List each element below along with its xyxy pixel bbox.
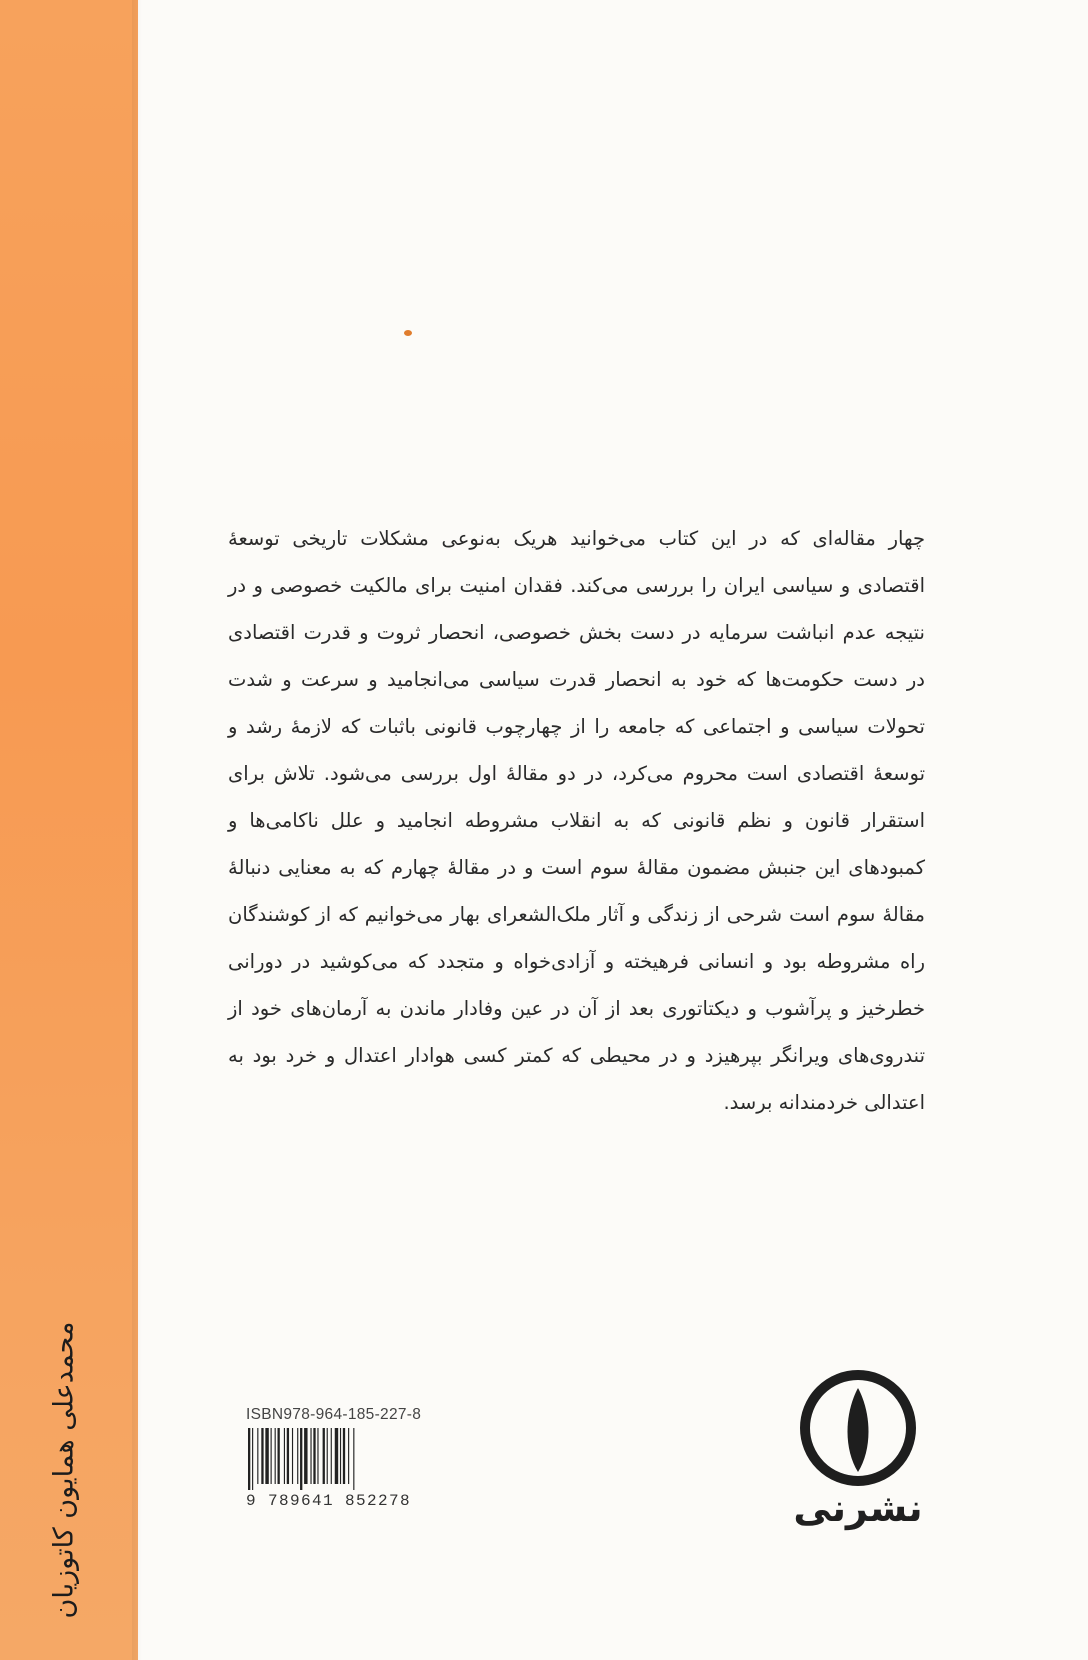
cover-speck — [404, 330, 412, 336]
book-spine — [0, 0, 138, 1660]
publisher-name: نشرنی — [793, 1486, 923, 1530]
barcode-bars — [246, 1428, 416, 1490]
isbn-label: ISBN978-964-185-227-8 — [246, 1406, 422, 1423]
back-cover-blurb: چهار مقاله‌ای که در این کتاب می‌خوانید هریک به‌نوعی مشکلات تاریخی توسعهٔ اقتصادی و سیاسی ایران را بررسی می‌کند. فقدان امنیت برای مالکیت خصوصی و در نتیجه عدم انباشت سرمایه در دست بخش خصوصی، انحصار ثروت و قدرت اقتصادی در دست حکومت‌ها که خود به انحصار قدرت سیاسی می‌انجامید و سرعت و شدت تحولات سیاسی و اجتماعی که جامعه را از چهارچوب قانونی باثبات که لازمهٔ رشد و توسعهٔ اقتصادی است محروم می‌کرد، در دو مقالهٔ اول بررسی می‌شود. تلاش برای استقرار قانون و نظم قانونی که به انقلاب مشروطه انجامید و علل ناکامی‌ها و کمبودهای این جنبش مضمون مقالهٔ سوم است و در مقالهٔ چهارم که به معنایی دنبالهٔ مقالهٔ سوم است شرحی از زندگی و آثار ملک‌الشعرای بهار می‌خوانیم که از کوشندگان راه مشروطه بود و انسانی فرهیخته و آزادی‌خواه و متجدد که می‌کوشید در دورانی خطرخیز و پرآشوب و دیکتاتوری بعد از آن در عین وفادار ماندن به آرمان‌های خود از تندروی‌های ویرانگر بپرهیزد و در محیطی که کمتر کسی هوادار اعتدال و خرد بود به اعتدالی خردمندانه برسد. — [228, 527, 925, 1114]
isbn-barcode — [246, 1406, 446, 1510]
spine-fold-shadow — [132, 0, 142, 1660]
spine-author-name: محمدعلی همایون کاتوزیان — [48, 1321, 80, 1619]
barcode-digits: 9 789641 852278 — [246, 1492, 412, 1510]
reed-leaf-circle-icon — [792, 1368, 924, 1488]
publisher-logo — [792, 1368, 924, 1546]
